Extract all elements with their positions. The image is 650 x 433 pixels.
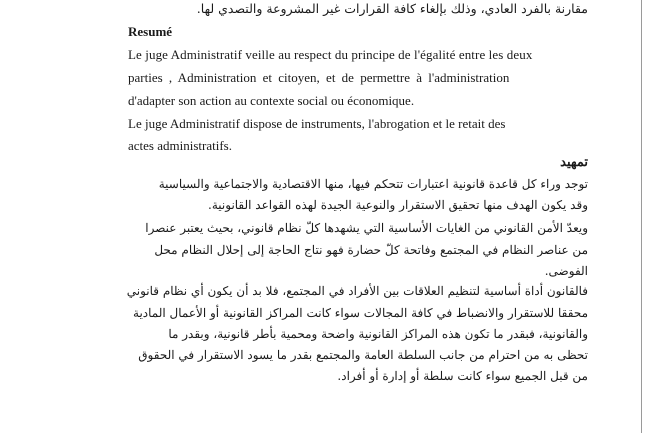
paragraph-2-line-2: من عناصر النظام في المجتمع وفاتحة كلّ حضارة فهو نتاج الحاجة إلى إحلال النظام محل [154,243,588,257]
arabic-intro-line: مقارنة بالفرد العادي، وذلك بإلغاء كافة القرارات غير المشروعة والتصدي لها. [196,1,588,16]
resume-line-5: actes administratifs. [128,138,232,153]
paragraph-3-line-2: محققا للاستقرار والانضباط في كافة المجالات سواء كانت المراكز القانونية أو الأعمال المادية [133,306,588,320]
paragraph-1-line-2: وقد يكون الهدف منها تحقيق الاستقرار والنوعية الجيدة لهذه القواعد القانونية. [208,198,588,212]
paragraph-1-line-1: توجد وراء كل قاعدة قانونية اعتبارات تتحكم فيها، منها الاقتصادية والاجتماعية والسياسية [158,177,588,191]
resume-line-3: d'adapter son action au contexte social ou économique. [128,93,415,108]
resume-heading: Resumé [128,24,173,39]
tamhid-heading: تمهيد [560,155,588,170]
paragraph-3-line-3: والقانونية، فبقدر ما تكون هذه المراكز القانونية واضحة ومحمية بأطر قانونية، وبقدر ما [168,327,588,341]
paragraph-2-line-3: الفوضى. [544,264,588,278]
resume-line-4: Le juge Administratif dispose de instruments, l'abrogation et le retait des [128,116,506,131]
resume-line-1: Le juge Administratif veille au respect du principe de l'égalité entre les deux [128,47,533,62]
paragraph-3-line-5: من قبل الجميع سواء كانت سلطة أو إدارة أو أفراد. [337,369,588,383]
paragraph-2-line-1: ويعدّ الأمن القانوني من الغايات الأساسية التي يشهدها كلّ نظام قانوني، بحيث يعتبر عنصرا [145,221,588,235]
page-edge-divider [641,0,642,433]
paragraph-3-line-1: فالقانون أداة أساسية لتنظيم العلاقات بين الأفراد في المجتمع، فلا بد أن يكون أي نظام قانوني [126,284,588,298]
resume-line-2: parties , Administration et citoyen, et de permettre à l'administration [128,70,510,85]
paragraph-3-line-4: تحظى به من احترام من جانب السلطة العامة والمجتمع بقدر ما يسود الاستقرار في الحقوق [138,348,588,362]
